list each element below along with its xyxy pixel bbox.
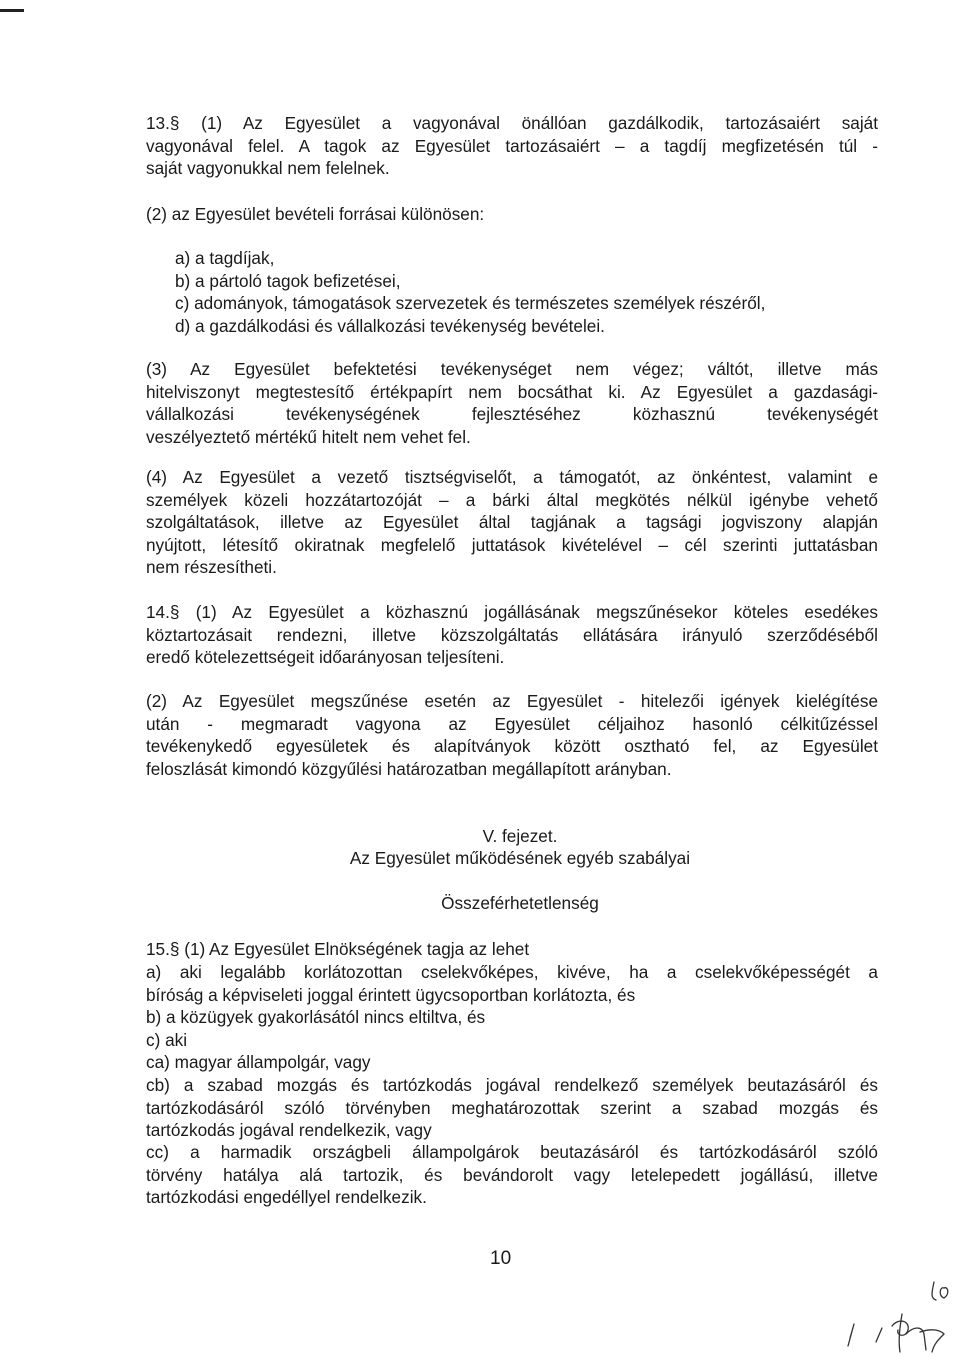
page-number: 10	[490, 1248, 512, 1269]
chapter-title: Az Egyesület működésének egyéb szabályai	[349, 848, 691, 868]
section-15-clause-ca: ca) magyar állampolgár, vagy	[146, 1052, 371, 1072]
section-13-paragraph-1: 13.§ (1) Az Egyesület a vagyonával önállóan gazdálkodik, tartozásaiért saját vagyonával felel. A tagok az Egyesület tartozásaiért – a tagdíj megfizetésén túl - saját vagyonukkal nem felelnek.	[146, 113, 878, 178]
signature-stroke	[932, 1282, 948, 1300]
signature-stroke	[892, 1314, 944, 1352]
chapter-number: V. fejezet.	[482, 826, 558, 846]
section-13-paragraph-3: (3) Az Egyesület befektetési tevékenységet nem végez; váltót, illetve más hitelviszonyt megtestesítő értékpapírt nem bocsáthat ki. Az Egyesület a gazdasági- vállalkozási tevékenységének fejlesztéséhez közhasznú tevékenységét veszélyeztető mértékű hitelt nem vehet fel.	[146, 359, 878, 447]
income-item-d: d) a gazdálkodási és vállalkozási tevékenység bevételei.	[175, 316, 605, 336]
section-15-clause-cb: cb) a szabad mozgás és tartózkodás jogával rendelkező személyek beutazásáról és tartózkodásáról szóló törvényben meghatározottak szerint a szabad mozgás és tartózkodás jogával rendelkezik, vagy	[146, 1075, 878, 1140]
income-item-b: b) a pártoló tagok befizetései,	[175, 271, 401, 291]
scan-edge-mark	[0, 9, 24, 12]
signature-stroke	[848, 1324, 854, 1346]
signature-stroke	[876, 1328, 882, 1342]
handwritten-initials	[840, 1268, 958, 1356]
section-15-clause-c: c) aki	[146, 1030, 188, 1050]
section-15-clause-a: a) aki legalább korlátozottan cselekvőképes, kivéve, ha a cselekvőképességét a bíróság a képviseleti joggal érintett ügycsoportban korlátozta, és	[146, 962, 878, 1005]
section-15-clause-b: b) a közügyek gyakorlásától nincs eltiltva, és	[146, 1007, 486, 1027]
section-14-paragraph-2: (2) Az Egyesület megszűnése esetén az Egyesület - hitelezői igények kielégítése után - megmaradt vagyona az Egyesület céljaihoz hasonló célkitűzéssel tevékenykedő egyesületek és alapítványok között osztható fel, az Egyesület feloszlását kimondó közgyűlési határozatban megállapított arányban.	[146, 691, 878, 779]
section-15-line-1: 15.§ (1) Az Egyesület Elnökségének tagja az lehet	[146, 939, 530, 959]
section-subtitle: Összeférhetetlenség	[441, 893, 599, 913]
section-14-paragraph-1: 14.§ (1) Az Egyesület a közhasznú jogállásának megszűnésekor köteles esedékes köztartozásait rendezni, illetve közszolgáltatás ellátására irányuló szerződéséből eredő kötelezettségeit időarányosan teljesíteni.	[146, 602, 878, 667]
income-item-c: c) adományok, támogatások szervezetek és természetes személyek részéről,	[175, 293, 766, 313]
income-item-a: a) a tagdíjak,	[175, 248, 275, 268]
section-13-paragraph-4: (4) Az Egyesület a vezető tisztségviselőt, a támogatót, az önkéntest, valamint e személyek közeli hozzátartozóját – a bárki által megkötés nélkül igénybe vehető szolgáltatások, illetve az Egyesület által tagjának a tagsági jogviszony alapján nyújtott, létesítő okiratnak megfelelő juttatások kivételével – cél szerinti juttatásban nem részesítheti.	[146, 467, 878, 577]
section-15-clause-cc: cc) a harmadik országbeli állampolgárok beutazásáról és tartózkodásáról szóló törvény hatálya alá tartozik, és bevándorolt vagy letelepedett jogállású, illetve tartózkodási engedéllyel rendelkezik.	[146, 1142, 878, 1207]
section-13-paragraph-2-intro: (2) az Egyesület bevételi forrásai különösen:	[146, 204, 485, 224]
